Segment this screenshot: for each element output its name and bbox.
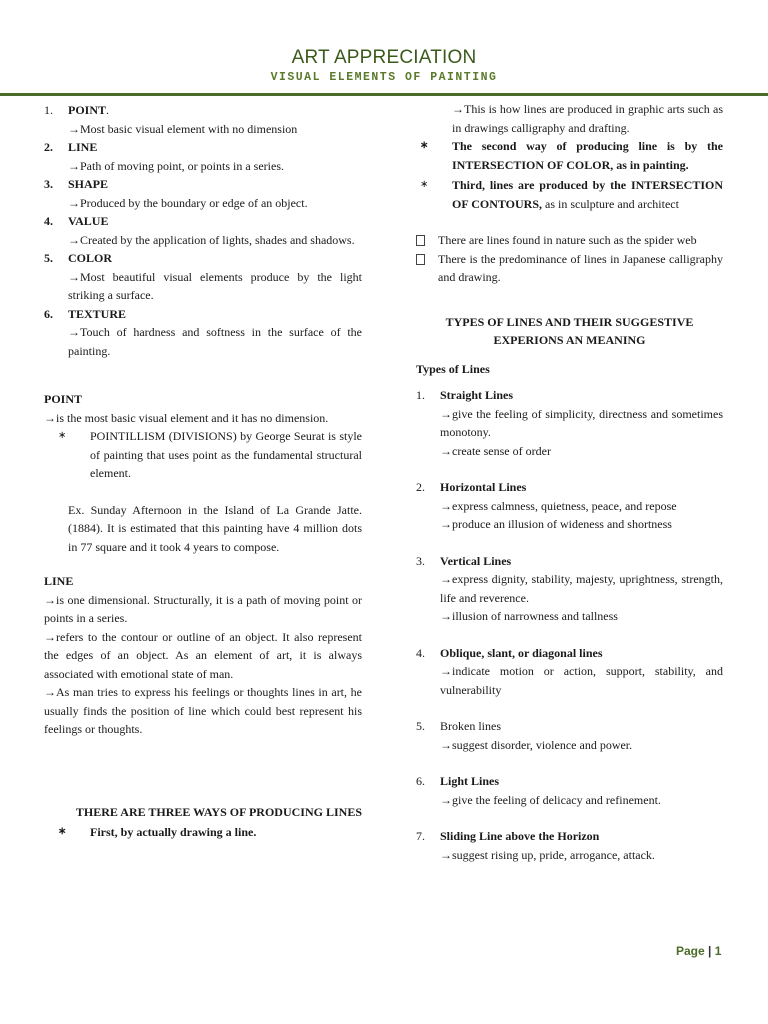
line-type-description: →create sense of order [440, 443, 551, 458]
page-label: Page [676, 944, 705, 958]
line-type-name: Broken lines [440, 719, 501, 733]
line-type-number: 1. [416, 388, 425, 402]
second-way-text: The second way of producing line is by the INTERSECTION OF COLOR, as in painting. [452, 139, 723, 172]
line-type-number: 7. [416, 829, 425, 843]
line-type-description: →give the feeling of simplicity, directness and sometimes monotony. [440, 406, 723, 439]
asterisk-icon: ∗ [58, 430, 67, 441]
types-label: Types of Lines [416, 361, 490, 376]
element-number: 3. [44, 177, 53, 191]
line-type-description: →indicate motion or action, support, stability, and vulnerability [440, 664, 723, 697]
element-description: →Produced by the boundary or edge of an object. [68, 195, 308, 210]
nature-lines-bullet [416, 231, 723, 250]
element-number: 6. [44, 306, 53, 321]
line-type-item [416, 717, 723, 754]
line-type-name: Sliding Line above the Horizon [440, 829, 600, 843]
line-type-number: 4. [416, 645, 425, 660]
line-type-number: 3. [416, 553, 425, 568]
line-paragraph-2: →refers to the contour or outline of an object. It also represent the edges of an object. As an element of art, it is always associated with emotional state of man. [44, 629, 362, 681]
example-text: Ex. Sunday Afternoon in the Island of La Grande Jatte. (1884). It is estimated that this painting have 4 million dots in 77 square and it took 4 years to compose. [68, 502, 362, 554]
element-description: →Created by the application of lights, shades and shadows. [68, 232, 355, 247]
first-way-text: First, by actually drawing a line. [90, 825, 257, 839]
page-footer [676, 944, 721, 958]
line-type-item [416, 644, 723, 700]
third-way-bullet [416, 176, 723, 213]
third-way-text: as in sculpture and architect [542, 196, 679, 211]
pointillism-bullet [44, 427, 362, 483]
element-name: VALUE [68, 214, 109, 228]
pointillism-text: POINTILLISM (DIVISIONS) by George Seurat is style of painting that uses point as the fundamental structural element. [90, 429, 362, 480]
line-type-number: 2. [416, 480, 425, 494]
page-separator: | [708, 944, 712, 958]
element-description: →Most beautiful visual elements produce by the light striking a surface. [68, 269, 362, 302]
asterisk-icon: ∗ [420, 140, 429, 151]
line-paragraph-1: →is one dimensional. Structurally, it is a path of moving point or points in a series. [44, 592, 362, 625]
left-column [44, 101, 362, 842]
line-type-name: Horizontal Lines [440, 480, 527, 494]
element-name: SHAPE [68, 177, 109, 191]
element-name: TEXTURE [68, 306, 127, 321]
three-ways-heading: THERE ARE THREE WAYS OF PRODUCING LINES [75, 804, 362, 819]
line-paragraph-3: →As man tries to express his feelings or thoughts lines in art, he usually finds the position of line which could best represent his feelings or thoughts. [44, 685, 362, 736]
nature-lines-text: There are lines found in nature such as the spider web [438, 233, 697, 247]
line-type-description: →produce an illusion of wideness and shortness [440, 517, 672, 531]
element-description: →Touch of hardness and softness in the surface of the painting. [68, 325, 362, 358]
header-rule [0, 93, 768, 96]
document-subtitle: VISUAL ELEMENTS OF PAINTING [270, 71, 498, 84]
line-type-number: 5. [416, 719, 425, 733]
element-description: →Path of moving point, or points in a series. [68, 158, 284, 173]
line-type-description: →suggest disorder, violence and power. [440, 737, 633, 752]
element-number: 1. [44, 103, 53, 117]
element-number: 2. [44, 140, 53, 154]
box-bullet-icon [416, 235, 425, 246]
line-type-description: →illusion of narrowness and tallness [440, 609, 618, 623]
element-item [44, 175, 362, 194]
line-type-item [416, 827, 723, 864]
line-type-name: Straight Lines [440, 388, 514, 402]
element-description: →Most basic visual element with no dimension [68, 121, 298, 136]
line-type-name: Vertical Lines [440, 553, 512, 568]
element-item [44, 101, 362, 120]
graphic-arts-text: →This is how lines are produced in graphic arts such as in drawings calligraphy and drafting. [452, 102, 723, 135]
types-heading: TYPES OF LINES AND THEIR SUGGESTIVE EXPERIONS AN MEANING [445, 314, 694, 347]
third-way-text-bold: Third, lines are produced by the INTERSECTION OF CONTOURS, [452, 178, 723, 211]
line-type-number: 6. [416, 774, 425, 788]
element-item [44, 212, 362, 231]
element-name: LINE [68, 140, 98, 154]
element-item [44, 305, 362, 324]
line-type-name: Oblique, slant, or diagonal lines [440, 645, 603, 660]
box-bullet-icon [416, 254, 425, 265]
line-type-item [416, 386, 723, 460]
element-number: 5. [44, 251, 53, 265]
line-type-item [416, 772, 723, 809]
second-way-bullet [416, 137, 723, 174]
element-item [44, 249, 362, 268]
element-name: COLOR [68, 251, 113, 265]
asterisk-icon: ∗ [58, 826, 67, 837]
line-type-description: →express calmness, quietness, peace, and repose [440, 498, 677, 513]
line-type-item [416, 478, 723, 534]
element-number: 4. [44, 214, 53, 228]
line-type-item [416, 552, 723, 626]
line-type-description: →express dignity, stability, majesty, uprightness, strength, life and reverence. [440, 572, 723, 605]
element-name: POINT [68, 103, 107, 117]
line-type-description: →give the feeling of delicacy and refinement. [440, 792, 661, 807]
asterisk-icon: ∗ [420, 179, 429, 190]
japanese-lines-text: There is the predominance of lines in Japanese calligraphy and drawing. [438, 251, 723, 284]
japanese-lines-bullet [416, 250, 723, 287]
elements-list [44, 101, 362, 360]
line-type-name: Light Lines [440, 774, 500, 788]
types-list [416, 386, 723, 864]
right-column [416, 102, 723, 864]
document-title: ART APPRECIATION [291, 47, 477, 68]
line-type-description: →suggest rising up, pride, arrogance, attack. [440, 847, 655, 862]
element-item [44, 138, 362, 157]
line-heading: LINE [44, 574, 74, 588]
element-suffix: . [106, 103, 110, 117]
point-text: →is the most basic visual element and it has no dimension. [44, 410, 329, 425]
page-number: 1 [714, 944, 722, 958]
first-way-bullet [44, 823, 362, 842]
point-heading: POINT [44, 392, 83, 406]
